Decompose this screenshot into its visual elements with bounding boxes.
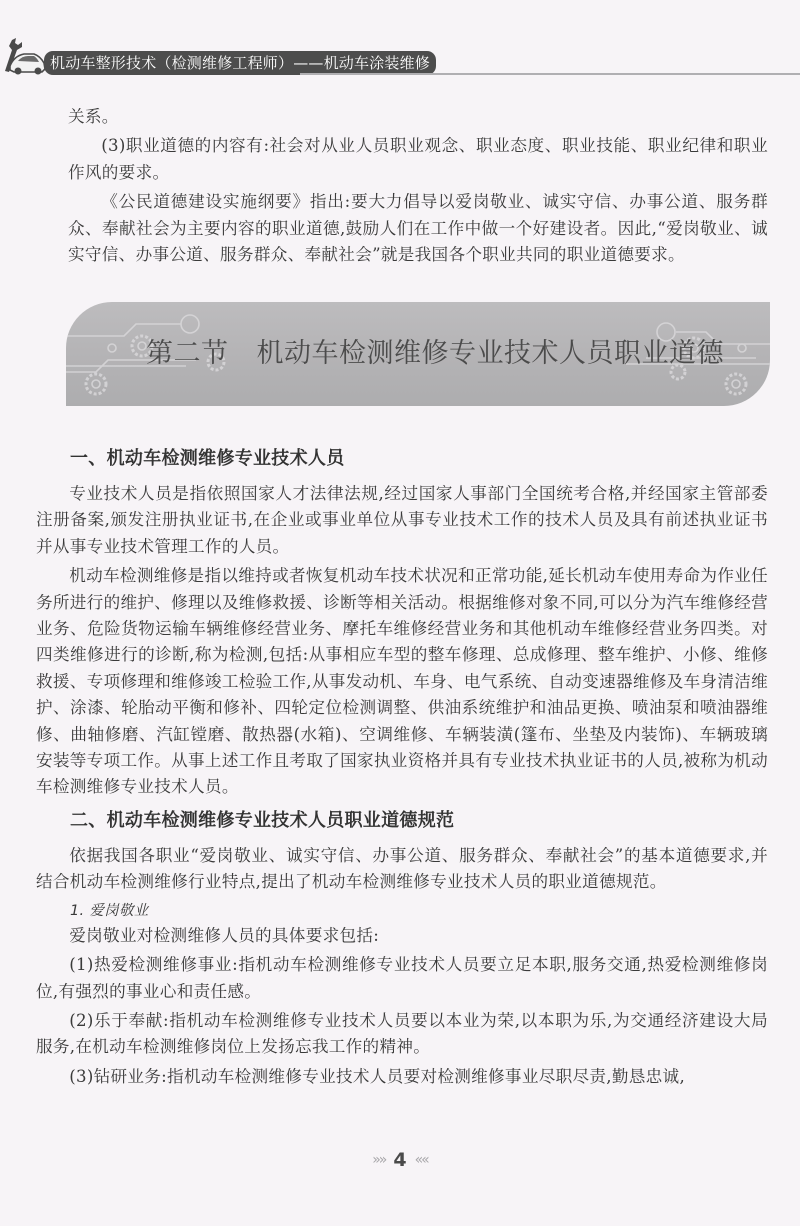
page-body [68, 104, 768, 271]
item-lead: 爱岗敬业对检测维修人员的具体要求包括: [69, 925, 380, 945]
page-number: 4 [393, 1149, 407, 1171]
chevron-right-ornament-icon: »» [372, 1152, 386, 1168]
intro-paragraph: 《公民道德建设实施纲要》指出:要大力倡导以爱岗敬业、诚实守信、办事公道、服务群众、奉献社会为主要内容的职业道德,鼓励人们在工作中做一个好建设者。因此,“爱岗敬业、诚实守信、办事公道、服务群众、奉献社会”就是我国各个职业共同的职业道德要求。 [68, 192, 768, 265]
intro-paragraph: (3)职业道德的内容有:社会对从业人员职业观念、职业态度、职业技能、职业纪律和职业作风的要求。 [68, 136, 768, 182]
page-footer [0, 1147, 800, 1173]
body-paragraph: 依据我国各职业“爱岗敬业、诚实守信、办事公道、服务群众、奉献社会”的基本道德要求,并结合机动车检测维修行业特点,提出了机动车检测维修专业技术人员的职业道德规范。 [36, 845, 768, 892]
section-title [146, 334, 724, 374]
wrench-and-car-icon [4, 36, 46, 76]
section-banner [66, 302, 770, 406]
item-heading: 1. 爱岗敬业 [70, 902, 149, 919]
chevron-left-ornament-icon: «« [414, 1152, 428, 1168]
subsection-heading: 一、机动车检测维修专业技术人员 [70, 448, 345, 469]
section-title-text: 机动车检测维修专业技术人员职业道德 [256, 338, 724, 369]
intro-paragraph: 关系。 [68, 107, 119, 126]
item-point: (1)热爱检测维修事业:指机动车检测维修专业技术人员要立足本职,服务交通,热爱检测维修岗位,有强烈的事业心和责任感。 [36, 955, 768, 1001]
book-title-label: 机动车整形技术（检测维修工程师）——机动车涂装维修 [44, 51, 436, 75]
subsection-heading: 二、机动车检测维修专业技术人员职业道德规范 [70, 809, 455, 831]
body-paragraph: 机动车检测维修是指以维持或者恢复机动车技术状况和正常功能,延长机动车使用寿命为作业任务所进行的维护、修理以及维修救援、诊断等相关活动。根据维修对象不同,可以分为汽车维修经营业务、危险货物运输车辆维修经营业务、摩托车维修经营业务和其他机动车维修经营业务四类。对四类维修进行的诊断,称为检测,包括:从事相应车型的整车修理、总成修理、整车维护、小修、维修救援、专项修理和维修竣工检验工作,从事发动机、车身、电气系统、自动变速器维修及车身清洁维护、涂漆、轮胎动平衡和修补、四轮定位检测调整、供油系统维护和油品更换、喷油泵和喷油器维修、曲轴修磨、汽缸镗磨、散热器(水箱)、空调维修、车辆装潢(篷布、坐垫及内装饰)、车辆玻璃安装等专项工作。从事上述工作且考取了国家执业资格并具有专业技术执业证书的人员,被称为机动车检测维修专业技术人员。 [36, 566, 769, 797]
body-paragraph: 专业技术人员是指依照国家人才法律法规,经过国家人事部门全国统考合格,并经国家主管部委注册备案,颁发注册执业证书,在企业或事业单位从事专业技术工作的技术人员及具有前述执业证书并从事专业技术管理工作的人员。 [36, 484, 768, 556]
header-divider [300, 73, 800, 75]
page-body-continued [36, 445, 768, 1093]
section-number: 第二节 [146, 338, 229, 369]
running-header [0, 36, 800, 76]
item-point: (2)乐于奉献:指机动车检测维修专业技术人员要以本业为荣,以本职为乐,为交通经济建设大局服务,在机动车检测维修岗位上发扬忘我工作的精神。 [36, 1010, 768, 1057]
item-point: (3)钻研业务:指机动车检测维修专业技术人员要对检测维修事业尽职尽责,勤恳忠诚, [69, 1066, 686, 1086]
